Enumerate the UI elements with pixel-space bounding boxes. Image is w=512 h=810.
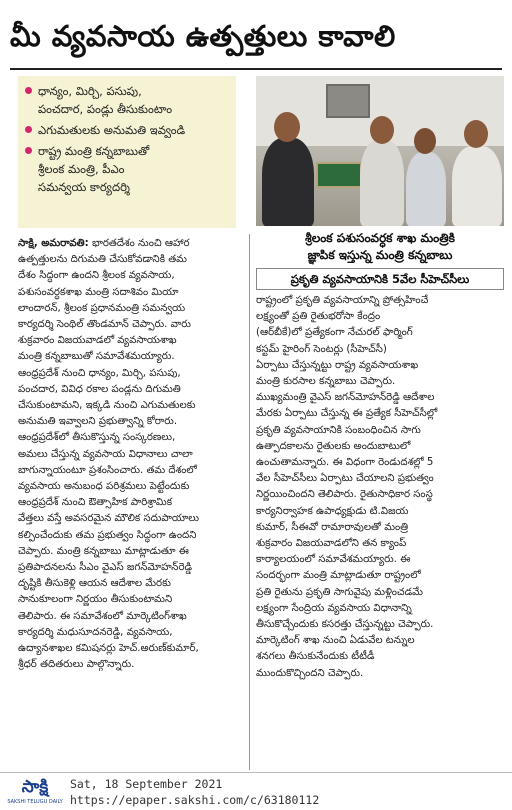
article-line: మేరకు ఏర్పాటు చేస్తున్న ఈ ప్రత్యేక సీహెచ్‌సీల్లో <box>256 408 438 420</box>
caption-line: శ్రీలంక పశుసంవర్ధక శాఖ మంత్రికి <box>305 231 455 245</box>
article-line: సందర్భంగా మంత్రి మాట్లాడుతూ రాష్ట్రంలో <box>256 570 421 582</box>
dateline: సాక్షి, అమరావతి: <box>18 238 89 249</box>
caption-line: జ్ఞాపిక ఇస్తున్న మంత్రి కన్నబాబు <box>307 248 453 262</box>
article-line: లాందారన్, శ్రీలంక ప్రధానమంత్రి సమన్వయ <box>18 302 186 314</box>
photo-memento <box>316 162 362 188</box>
article-line: పశుసంవర్ధకశాఖ మంత్రి సదాశివం మియా <box>18 286 179 298</box>
article-line: వేత్తలు వస్తే అవసరమైన మౌలిక సదుపాయాలు <box>18 513 199 525</box>
article-line: వ్యవసాయ అనుబంధ పరిశ్రమలు పెట్టేందుకు <box>18 481 190 493</box>
highlight-line: పంచదార, పండ్లు తీసుకుంటాం <box>38 102 173 116</box>
article-line: లక్ష్యంగా సేంద్రియ వ్యవసాయ విధానాన్ని <box>256 602 412 614</box>
photo-wall-frame <box>326 84 370 118</box>
article-line: రాష్ట్రంలో ప్రకృతి వ్యవసాయాన్ని ప్రోత్సహించే <box>256 295 429 306</box>
article-line: కార్యదర్శి సెంథిల్ తొండమాన్ చెప్పారు. వారు <box>18 319 191 331</box>
highlights-box <box>18 76 236 228</box>
article-line: తీసుకొచ్చేందుకు కసరత్తు చేస్తున్నట్టు చెప్పారు. <box>256 619 434 631</box>
article-line: చేసుకుంటామని, ఇక్కడి నుంచి ఎగుమతులకు <box>18 400 196 412</box>
article-line: కుమార్, సీఈవో రామారావులతో మంత్రి <box>256 521 409 533</box>
article-line: వేల సీహెచ్‌సీలు ఏర్పాటు చేయాలని ప్రభుత్వం <box>256 473 434 485</box>
photo-person <box>360 140 404 226</box>
article-line: శనగలు తీసుకునేందుకు టీటీడీ <box>256 651 375 663</box>
highlight-line: సమన్వయ కార్యదర్శి <box>38 180 130 194</box>
article-line: పంచదార, వివిధ రకాల పండ్లను దిగుమతి <box>18 383 181 395</box>
epaper-url[interactable]: https://epaper.sakshi.com/c/63180112 <box>70 793 320 807</box>
article-line: కార్యనిర్వాహక ఉపాధ్యక్షుడు టి.విజయ <box>256 505 409 517</box>
photo-head <box>370 116 394 144</box>
article-line: శుక్రవారం విజయవాడలో వ్యవసాయశాఖ <box>18 335 177 347</box>
article-column-left <box>18 236 244 673</box>
article-line: ఆంధ్రప్రదేశ్‌లో తీసుకొస్తున్న సంస్కరణలు, <box>18 432 176 444</box>
article-line: ప్రతిపాదనలను సీఎం వైఎస్ జగన్‌మోహన్‌రెడ్డి <box>18 562 193 574</box>
column-divider <box>249 234 250 770</box>
logo-text: సాక్షి <box>21 777 49 797</box>
article-line: (ఆర్‌బీకే)లో ప్రత్యేకంగా నేచురల్ ఫార్మింగ్ <box>256 327 413 339</box>
subheadline: ప్రకృతి వ్యవసాయానికి 5వేల సీహెచ్‌సీలు <box>256 268 504 290</box>
footer-rule <box>0 772 512 773</box>
article-line: లక్ష్యంతో ప్రతి రైతుభరోసా కేంద్రం <box>256 311 381 323</box>
photo-head <box>274 112 300 142</box>
article-line: శుక్రవారం విజయవాడలోని తన క్యాంప్ <box>256 538 407 550</box>
article-line: సానుకూలంగా నిర్ణయం తీసుకుంటామని <box>18 594 173 606</box>
article-line: చెప్పారు. మంత్రి కన్నబాబు మాట్లాడుతూ ఈ <box>18 545 189 557</box>
article-line: ఉంచుతామన్నారు. ఈ విధంగా రెండుదశల్లో 5 <box>256 457 434 469</box>
highlight-item <box>24 82 230 118</box>
article-line: కార్యాలయంలో సమావేశమయ్యారు. ఈ <box>256 554 411 566</box>
article-line: నిర్ణయించిందని తెలిపారు. రైతుసాధికార సంస్థ <box>256 489 433 501</box>
photo-person <box>406 152 446 226</box>
article-line: కార్యదర్శి మధుసూదనరెడ్డి, వ్యవసాయ, <box>18 626 173 638</box>
photo-caption <box>256 230 504 266</box>
highlight-line: ధాన్యం, మిర్చి, పసుపు, <box>38 84 142 98</box>
article-line: మంత్రి కన్నబాబుతో సమావేశమయ్యారు. <box>18 351 175 363</box>
highlight-line: రాష్ట్ర మంత్రి కన్నబాబుతో <box>38 144 150 158</box>
article-line: కస్టమ్ హైరింగ్ సెంటర్లు (సీహెచ్‌సీ) <box>256 343 387 355</box>
article-line: ఏర్పాటు చేస్తున్నట్టు రాష్ట్ర వ్యవసాయశాఖ <box>256 359 419 371</box>
article-line: కల్పించేందుకు తమ ప్రభుత్వం సిద్ధంగా ఉందని <box>18 529 197 541</box>
article-line: అమలు చేస్తున్న వ్యవసాయ విధానాలు చాలా <box>18 448 193 460</box>
photo-head <box>414 128 436 154</box>
bullet-icon <box>25 147 32 154</box>
photo-person <box>262 138 314 226</box>
article-line: ఆంధ్రప్రదేశ్ నుంచి ఔత్సాహిక పారిశ్రామిక <box>18 497 173 509</box>
article-column-right <box>256 293 502 682</box>
bullet-icon <box>25 126 32 133</box>
article-line: దేశం సిద్ధంగా ఉందని శ్రీలంక వ్యవసాయ, <box>18 270 175 282</box>
photo-person <box>452 146 502 226</box>
article-line: ప్రకృతి వ్యవసాయానికి సంబంధించిన సాగు <box>256 424 421 436</box>
article-line: ఆంధ్రప్రదేశ్ నుంచి ధాన్యం, మిర్చి, పసుపు, <box>18 367 181 379</box>
logo-subtext: SAKSHI TELUGU DAILY <box>7 799 63 805</box>
article-line: బాగున్నాయంటూ ప్రశంసించారు. తమ దేశంలో <box>18 464 197 476</box>
highlight-item <box>24 142 230 196</box>
article-line: శ్రీధర్ తదితరులు పాల్గొన్నారు. <box>18 659 135 671</box>
article-line: అనుమతి ఇవ్వాలని ప్రభుత్వాన్ని కోరారు. <box>18 416 178 428</box>
photo-head <box>464 120 488 148</box>
article-line: ఉత్పాదకాలను రైతులకు అందుబాటులో <box>256 440 411 452</box>
article-line <box>18 236 244 252</box>
article-line: ఉద్యానశాఖల కమిషనర్లు హెచ్.అరుణ్‌కుమార్, <box>18 643 199 655</box>
highlight-item <box>24 121 230 139</box>
news-photo <box>256 76 504 226</box>
highlight-line: ఎగుమతులకు అనుమతి ఇవ్వండి <box>38 123 186 137</box>
headline: మీ వ్యవసాయ ఉత్పత్తులు కావాలి <box>10 19 396 53</box>
highlight-line: శ్రీలంక మంత్రి, పీఎం <box>38 162 125 176</box>
article-line: మార్కెటింగ్ శాఖ నుంచి ఏడువేల టన్నుల <box>256 635 415 647</box>
article-line: మంత్రి కురసాల కన్నబాబు చెప్పారు. <box>256 376 396 388</box>
article-line: దృష్టికి తీసుకెళ్లి ఆయన ఆదేశాల మేరకు <box>18 578 171 590</box>
article-line: ప్రతి రైతును ప్రకృతి సాగువైపు మళ్లించడమే <box>256 586 423 598</box>
publication-date: Sat, 18 September 2021 <box>70 777 223 791</box>
article-line: ఉత్పత్తులను దిగుమతి చేసుకోవడానికి తమ <box>18 254 187 266</box>
sakshi-logo <box>6 776 64 806</box>
article-line-text: భారతదేశం నుంచి ఆహార <box>91 238 190 249</box>
article-line: తెలిపారు. ఈ సమావేశంలో మార్కెటింగ్‌శాఖ <box>18 610 187 622</box>
bullet-icon <box>25 87 32 94</box>
article-line: ముందుకొచ్చిందని చెప్పారు. <box>256 667 364 679</box>
headline-rule <box>10 68 502 70</box>
article-line: ముఖ్యమంత్రి వైఎస్ జగన్‌మోహన్‌రెడ్డి ఆదేశాల <box>256 392 435 404</box>
